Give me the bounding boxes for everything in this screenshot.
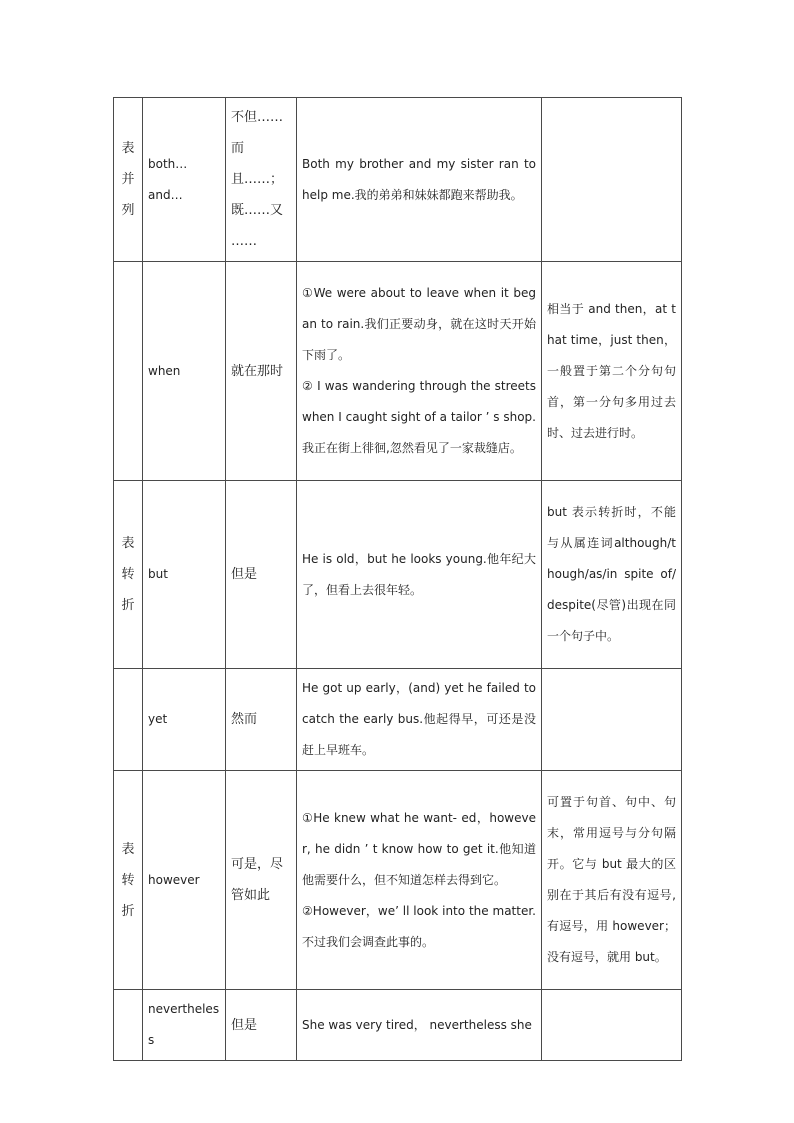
meaning-text: 然而 bbox=[231, 712, 258, 727]
meaning-cell bbox=[226, 98, 297, 262]
table-row bbox=[114, 262, 682, 481]
category-char: 列 bbox=[121, 203, 135, 218]
note-cell bbox=[542, 771, 682, 990]
category-cell bbox=[114, 669, 143, 771]
category-cell bbox=[114, 990, 143, 1061]
category-char: 表 bbox=[121, 536, 135, 551]
meaning-text: 而 bbox=[231, 141, 245, 156]
conjunction-cell bbox=[143, 771, 226, 990]
note-cell bbox=[542, 669, 682, 771]
meaning-cell bbox=[226, 990, 297, 1061]
note-text: 相当于 and then，at that time，just then，一般置于第二个分句句首，第一分句多用过去时、过去进行时。 bbox=[547, 301, 676, 440]
category-char: 表 bbox=[121, 841, 135, 857]
example-text: ②However，we’ ll look into the matter.不过我们会调查此事的。 bbox=[302, 903, 536, 949]
note-cell bbox=[542, 98, 682, 262]
meaning-text: …… bbox=[231, 234, 257, 249]
example-cell bbox=[297, 262, 542, 481]
note-text: 可置于句首、句中、句末，常用逗号与分句隔开。它与 but 最大的区别在于其后有没有逗号,有逗号，用 however；没有逗号，就用 but。 bbox=[547, 795, 676, 964]
meaning-cell bbox=[226, 262, 297, 481]
table-body bbox=[114, 98, 682, 1061]
category-cell bbox=[114, 481, 143, 669]
example-cell bbox=[297, 481, 542, 669]
conjunction-text: both… bbox=[148, 156, 188, 171]
conjunction-cell bbox=[143, 481, 226, 669]
conjunction-cell bbox=[143, 990, 226, 1061]
meaning-text: 就在那时 bbox=[231, 363, 284, 379]
note-cell bbox=[542, 262, 682, 481]
example-text: ② I was wandering through the streets when I caught sight of a tailor ’ s shop.我正在街上徘徊,忽然看见了一家裁缝店。 bbox=[302, 379, 536, 455]
example-text: She was very tired， nevertheless she bbox=[302, 1017, 532, 1032]
conjunction-text: but bbox=[148, 567, 168, 581]
example-text: ①He knew what he want- ed，however, he didn ’ t know how to get it.他知道他需要什么，但不知道怎样去得到它。 bbox=[302, 810, 536, 887]
example-text: Both my brother and my sister ran to help me.我的弟弟和妹妹都跑来帮助我。 bbox=[302, 156, 536, 202]
category-char: 折 bbox=[121, 598, 135, 613]
meaning-text: 但是 bbox=[231, 567, 258, 582]
meaning-text: 且……； bbox=[231, 172, 284, 187]
table-row bbox=[114, 990, 682, 1061]
example-cell bbox=[297, 669, 542, 771]
example-text: He got up early，(and) yet he failed to catch the early bus.他起得早，可还是没赶上早班车。 bbox=[302, 681, 536, 757]
conjunction-cell bbox=[143, 669, 226, 771]
category-cell bbox=[114, 98, 143, 262]
meaning-text: 既……又 bbox=[231, 203, 284, 218]
meaning-cell bbox=[226, 771, 297, 990]
conjunction-cell bbox=[143, 98, 226, 262]
category-cell bbox=[114, 771, 143, 990]
example-cell bbox=[297, 771, 542, 990]
table-row bbox=[114, 481, 682, 669]
meaning-text: 但是 bbox=[231, 1017, 258, 1033]
example-text: ①We were about to leave when it began to rain.我们正要动身，就在这时天开始下雨了。 bbox=[302, 286, 536, 362]
grammar-table bbox=[113, 97, 682, 1061]
category-char: 转 bbox=[121, 567, 135, 582]
conjunction-text: and… bbox=[148, 187, 183, 202]
category-char: 转 bbox=[121, 872, 135, 888]
table-row bbox=[114, 669, 682, 771]
category-cell bbox=[114, 262, 143, 481]
conjunction-text: nevertheless bbox=[148, 1002, 220, 1047]
example-cell bbox=[297, 98, 542, 262]
note-cell bbox=[542, 481, 682, 669]
category-char: 表 bbox=[121, 141, 135, 156]
table-row bbox=[114, 98, 682, 262]
table-row bbox=[114, 771, 682, 990]
note-cell bbox=[542, 990, 682, 1061]
meaning-text: 不但…… bbox=[231, 110, 284, 125]
meaning-text: 可是，尽管如此 bbox=[231, 857, 284, 903]
example-cell bbox=[297, 990, 542, 1061]
category-char: 折 bbox=[121, 903, 135, 919]
note-text: but 表示转折时，不能与从属连词although/though/as/in spite of/despite(尽管)出现在同一个句子中。 bbox=[547, 505, 676, 643]
conjunction-text: however bbox=[148, 872, 200, 887]
meaning-cell bbox=[226, 669, 297, 771]
conjunction-text: when bbox=[148, 363, 181, 378]
category-char: 并 bbox=[121, 172, 135, 187]
example-text: He is old，but he looks young.他年纪大了，但看上去很年轻。 bbox=[302, 551, 536, 597]
meaning-cell bbox=[226, 481, 297, 669]
conjunction-text: yet bbox=[148, 712, 168, 726]
conjunction-cell bbox=[143, 262, 226, 481]
